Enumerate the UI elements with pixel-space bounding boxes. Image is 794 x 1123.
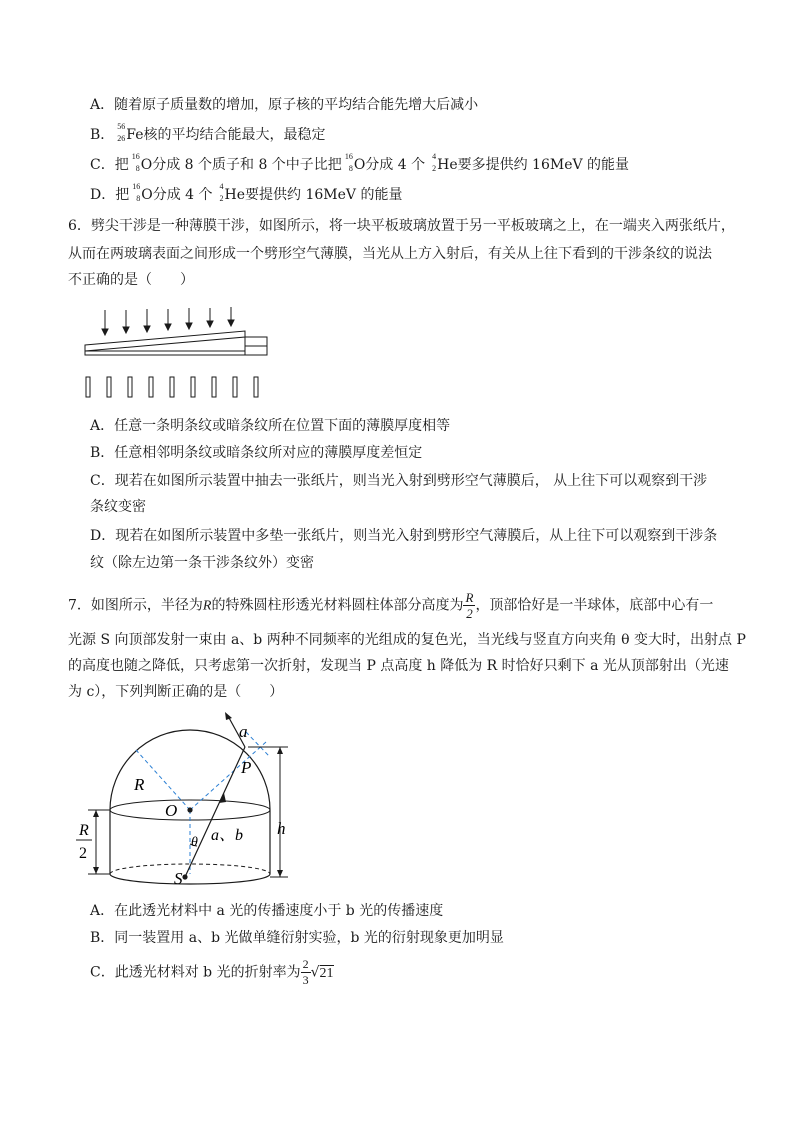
q6-stem-line-1: 6．劈尖干涉是一种薄膜干涉，如图所示，将一块平板玻璃放置于另一平板玻璃之上，在一端夹入两张纸片，: [68, 218, 735, 234]
q7-option-a: A．在此透光材料中 a 光的传播速度小于 b 光的传播速度: [90, 903, 444, 919]
q6-option-d-line-2: 纹（除左边第一条干涉条纹外）变密: [90, 555, 314, 571]
incident-light-arrows: [102, 307, 234, 335]
q7-option-c: C．此透光材料对 b 光的折射率为 $\frac{2}{3}$ √21: [90, 957, 334, 987]
oxygen-nuclide: 16 8: [132, 182, 141, 203]
label-s: S: [174, 869, 183, 888]
center-point-o: [187, 807, 192, 812]
q5-option-a: A．随着原子质量数的增加，原子核的平均结合能先增大后减小: [90, 97, 479, 113]
q7-option-b: B．同一装置用 a、b 光做单缝衍射实验，b 光的衍射现象更加明显: [90, 930, 504, 946]
label-o: O: [165, 801, 178, 820]
q6-option-b: B．任意相邻明条纹或暗条纹所对应的薄膜厚度差恒定: [90, 445, 423, 461]
q5-option-c: C．把 16 8 O分成 8 个质子和 8 个中子比把 16 8 O分成 4 个 4 2 He要多提供约 16MeV 的能量: [90, 152, 630, 173]
bottom-glass-plate: [85, 351, 245, 355]
q7-stem-line-1: 7．如图所示，半径为R的特殊圆柱形透光材料圆柱体部分高度为 $\frac{R}{2}$ ，顶部恰好是一半球体，底部中心有一: [68, 590, 714, 621]
q6-option-a: A．任意一条明条纹或暗条纹所在位置下面的薄膜厚度相等: [90, 418, 451, 434]
q7-stem-line-3: 的高度也随之降低，只考虑第一次折射，发现当 P 点高度 h 降低为 R 时恰好只剩下 a 光从顶部射出（光速: [68, 658, 729, 674]
helium-nuclide: 4 2: [219, 182, 224, 203]
label-frac-num: R: [79, 822, 89, 839]
label-a: a: [239, 722, 248, 741]
source-point-s: [182, 874, 187, 879]
wedge-interference-figure: [80, 305, 280, 375]
label-h: h: [277, 819, 286, 838]
top-glass-plate: [85, 331, 245, 351]
helium-nuclide: 4 2: [432, 152, 437, 173]
label-ab: a、b: [211, 827, 244, 844]
fraction-r-over-2: $\frac{R}{2}$: [465, 590, 474, 621]
label-frac-den: 2: [79, 845, 87, 862]
cylinder-bottom-front: [110, 874, 270, 884]
hemisphere-cylinder-figure: [70, 712, 310, 892]
paper-shims: [245, 337, 267, 355]
light-ray: [185, 747, 245, 877]
oxygen-nuclide: 16 8: [131, 152, 140, 173]
label-r: R: [134, 775, 145, 794]
sqrt-symbol: √: [310, 964, 320, 981]
interference-fringes: [80, 375, 280, 400]
q6-option-c-line-2: 条纹变密: [90, 499, 146, 515]
q5-option-b: B． 56 26 Fe核的平均结合能最大，最稳定: [90, 122, 326, 143]
q5-option-d: D．把 16 8 O分成 4 个 4 2 He要提供约 16MeV 的能量: [90, 182, 403, 203]
q7-stem-line-4: 为 c），下列判断正确的是（ ）: [68, 684, 284, 700]
q5-option-b-label: B．: [90, 127, 115, 143]
q6-option-d-line-1: D．现若在如图所示装置中多垫一张纸片，则当光入射到劈形空气薄膜后，从上往下可以观察到干涉条: [90, 528, 718, 544]
oxygen-nuclide: 16 8: [344, 152, 353, 173]
label-theta: θ: [191, 835, 198, 850]
q6-stem-line-3: 不正确的是（ ）: [68, 272, 194, 288]
label-p: P: [241, 758, 252, 777]
fe-nuclide: 56 26: [117, 122, 126, 143]
q7-stem-line-2: 光源 S 向顶部发射一束由 a、b 两种不同频率的光组成的复色光，当光线与竖直方向夹角 θ 变大时，出射点 P: [68, 632, 746, 648]
q6-option-c-line-1: C．现若在如图所示装置中抽去一张纸片，则当光入射到劈形空气薄膜后， 从上往下可以观察到干涉: [90, 473, 708, 489]
q6-stem-line-2: 从而在两玻璃表面之间形成一个劈形空气薄膜，当光从上方入射后，有关从上往下看到的干涉条纹的说法: [68, 246, 712, 262]
fraction-2-over-3: $\frac{2}{3}$: [302, 957, 309, 987]
